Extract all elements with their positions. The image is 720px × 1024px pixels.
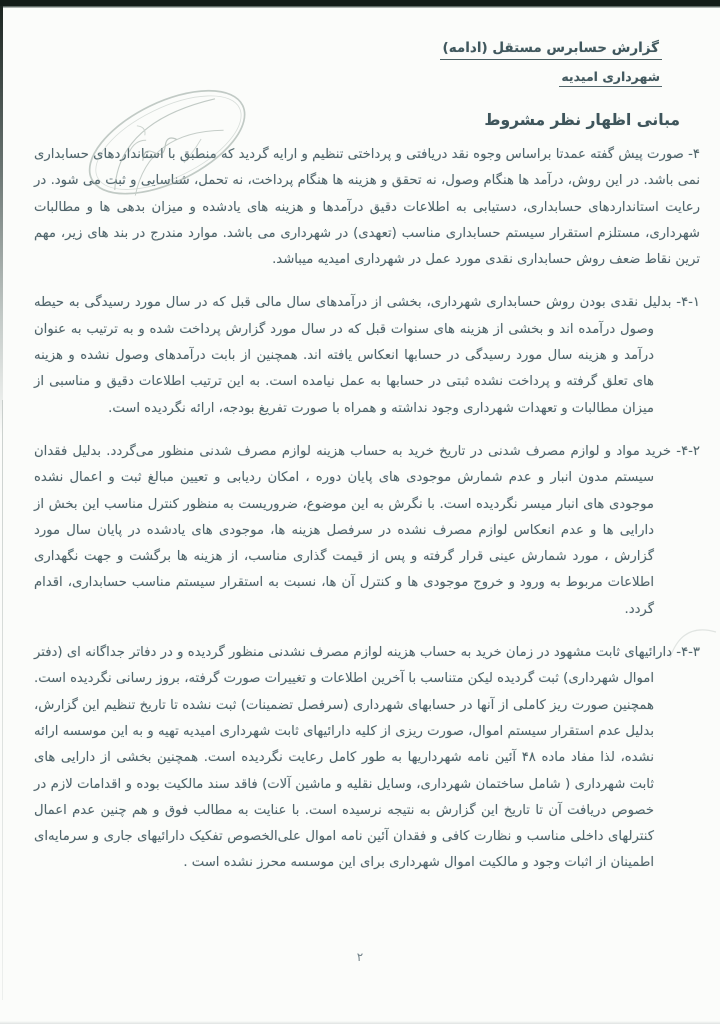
report-title: گزارش حسابرس مستقل (ادامه) xyxy=(440,40,662,60)
clause-4-3-number: ۴-۳- xyxy=(676,645,700,661)
scan-edge-left xyxy=(0,6,3,436)
clause-4-number: ۴- xyxy=(688,147,700,162)
page-number: ۲ xyxy=(356,950,364,964)
clause-4-text: صورت پیش گفته عمدتا براساس وجوه نقد دریافتی و پرداختی تنظیم و ارایه گردید که منطبق با استانداردهای حسابداری نمی باشد. در این روش، درآمد ها هنگام وصول، نه تحقق و هزینه ها هنگام پرداخت، نه تحمل، شناسایی و ثبت می شود. در رعایت استانداردهای حسابداری، دستیابی به اطلاعات دقیق درآمدها و هزینه های یادشده و میزان بدهی ها و مطالبات شهرداری، مستلزم استقرار سیستم حسابداری مناسب (تعهدی) در شهرداری می باشد. موارد مندرج در بند های زیر، مهم ترین نقاط ضعف روش حسابداری نقدی مورد عمل در شهرداری امیدیه میباشد. xyxy=(34,147,700,268)
clause-4-3 xyxy=(34,640,700,877)
scan-edge-left-faint xyxy=(2,400,3,1000)
clause-4-1-text: بدلیل نقدی بودن روش حسابداری شهرداری، بخشی از درآمدهای سال مالی قبل که در سال مورد رسیدگی به حیطه وصول درآمده اند و بخشی از هزینه های سنوات قبل که در سال مورد گزارش پرداخت شده و به ترتیب به عنوان درآمد و هزینه سال مورد رسیدگی در حسابها انعکاس یافته اند. همچنین از بابت درآمدهای وصول نشده و هزینه های تعلق گرفته و پرداخت نشده ثبتی در حسابها به عمل نیامده است. به این ترتیب اطلاعات دقیق و مناسبی از میزان مطالبات و تعهدات شهرداری وجود نداشته و همراه با صورت تفریغ بودجه، ارائه نگردیده است. xyxy=(34,295,672,416)
clause-4-2-text: خرید مواد و لوازم مصرف شدنی در تاریخ خرید به حساب هزینه لوازم مصرف شدنی منظور می‌گردد. بدلیل فقدان سیستم مدون انبار و عدم شمارش موجودی های پایان دوره ، امکان ردیابی و تعیین مبالغ ثبت و اعمال نشده موجودی های انبار میسر نگردیده است. با نگرش به این موضوع، ضروریست به منظور کنترل مناسب این بخش از دارایی ها و عدم انعکاس لوازم مصرف نشده در سرفصل هزینه ها، موجودی های یادشده در پایان سال مورد گزارش ، مورد شمارش عینی قرار گرفته و پس از قیمت گذاری مناسب، از هزینه ها برگشت و جهت نگهداری اطلاعات مربوط به ورود و خروج موجودی ها و کنترل آن ها، نسبت به استقرار سیستم مناسب حسابداری، اقدام گردد. xyxy=(34,443,672,617)
document-body xyxy=(34,40,700,877)
clause-4-1-number: ۴-۱- xyxy=(676,295,700,311)
municipality-subtitle: شهرداری امیدیه xyxy=(559,69,662,87)
scan-edge-top xyxy=(0,0,720,8)
clause-4-2-number: ۴-۲- xyxy=(676,443,700,459)
clause-4-3-text: دارائیهای ثابت مشهود در زمان خرید به حساب هزینه لوازم مصرف نشدنی منظور گردیده و در دفاتر جداگانه ای (دفتر اموال شهرداری) ثبت گردیده لیکن متناسب با آخرین اطلاعات و تغییرات صورت گرفته، بروز رسانی نگردیده است. همچنین صورت ریز کاملی از آنها در حسابهای شهرداری (سرفصل تضمینات) ثبت نشده تا تاریخ تنظیم این گزارش، بدلیل عدم استقرار سیستم اموال، صورت ریزی از کلیه دارائیهای ثابت شهرداری امیدیه تهیه و به این موسسه ارائه نشده، لذا مفاد ماده ۴۸ آئین نامه شهرداریها به طور کامل رعایت نگردیده است. همچنین بخشی از دارایی های ثابت شهرداری ( شامل ساختمان شهرداری، وسایل نقلیه و ماشین آلات) فاقد سند مالکیت بوده و اقدامات لازم در خصوص دریافت آن تا تاریخ این گزارش به نتیجه نرسیده است. با عنایت به مطالب فوق و هم چنین عدم اعمال کنترلهای داخلی مناسب و نظارت کافی و فقدان آئین نامه اموال علی‌الخصوص تفکیک دارائیهای جاری و سرمایه‌ای اطمینان از اثبات وجود و مالکیت اموال شهرداری برای این موسسه محرز نشده است . xyxy=(34,645,672,871)
clause-4-1 xyxy=(34,290,700,421)
clause-4 xyxy=(34,142,700,273)
section-heading: مبانی اظهار نظر مشروط xyxy=(484,111,680,129)
clause-4-2 xyxy=(34,439,700,623)
